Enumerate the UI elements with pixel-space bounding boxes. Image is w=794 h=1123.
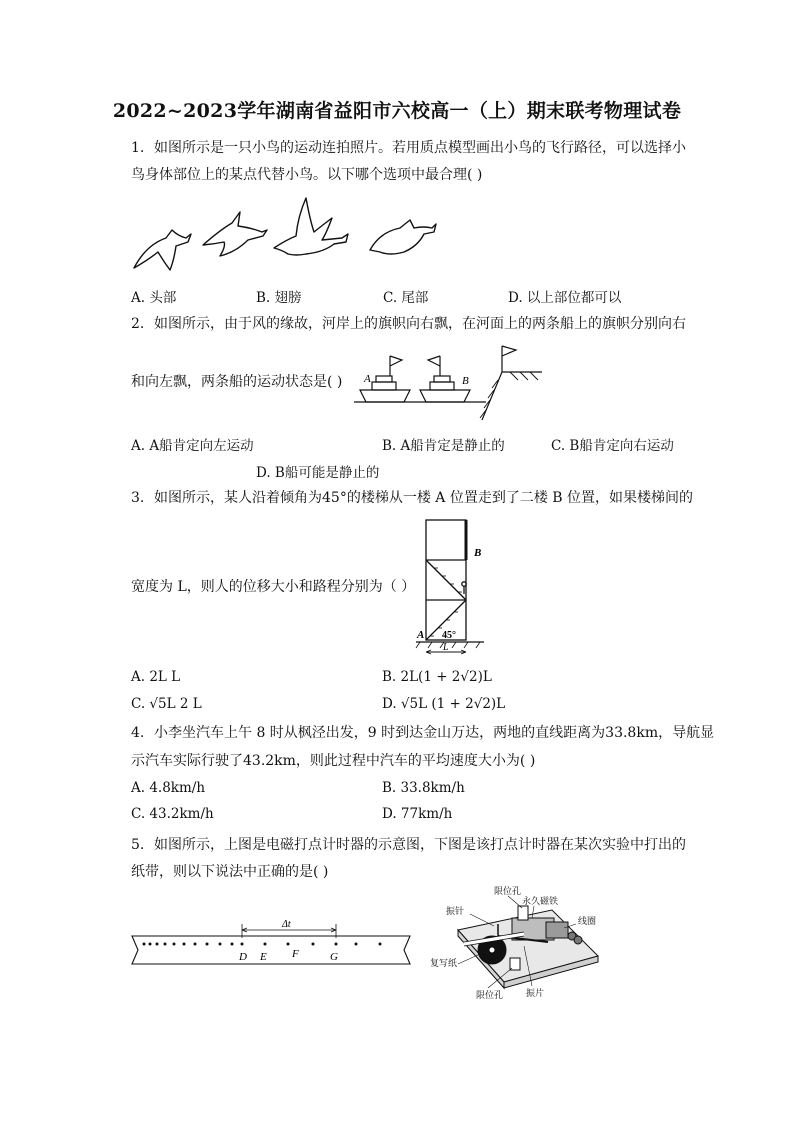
bank-flag [502, 346, 516, 356]
coil [546, 922, 568, 938]
label-coil: 线圈 [578, 916, 597, 926]
q3-text-line2: 宽度为 L，则人的位移大小和路程分别为（ ） [131, 579, 416, 595]
boat-a-hull [360, 390, 410, 402]
river-bank [482, 372, 542, 420]
label-carbon-paper: 复写纸 [430, 958, 458, 968]
point-b-label: B [474, 547, 482, 559]
q1-text-line1: 如图所示是一只小鸟的运动连拍照片。若用质点模型画出小鸟的飞行路径，可以选择小 [154, 140, 686, 156]
q1-bird-figure [128, 190, 448, 280]
paper-tape [132, 936, 410, 964]
label-vibrating-plate: 振片 [526, 988, 545, 998]
label-limit-hole-bottom: 限位孔 [476, 990, 504, 1000]
q4-option-b: B. 33.8km/h [382, 780, 465, 796]
point-f-label: F [292, 948, 299, 960]
q2-text-line2: 和向左飘，两条船的运动状态是( ) [131, 374, 343, 390]
q4-option-c: C. 43.2km/h [131, 806, 214, 822]
bird-sketch-2 [203, 212, 267, 256]
page-title: 2022~2023学年湖南省益阳市六校高一（上）期末联考物理试卷 [112, 100, 682, 122]
q3-number: 3. [131, 490, 145, 506]
q4-number: 4. [131, 725, 145, 741]
q4-option-d: D. 77km/h [382, 806, 453, 822]
boat-b-hull [420, 390, 470, 402]
q3-option-b: B. 2L(1 + 2√2)L [382, 669, 492, 685]
q2-text-line1: 如图所示，由于风的缘故，河岸上的旗帜向右飘，在河面上的两条船上的旗帜分别向右 [154, 316, 686, 332]
q2-option-c: C. B船肯定向右运动 [551, 438, 674, 454]
q3-option-c: C. √5L 2 L [131, 696, 202, 712]
boat-b-cabin [430, 382, 454, 390]
q5-text-line1: 如图所示，上图是电磁打点计时器的示意图，下图是该打点计时器在某次实验中打出的 [154, 837, 686, 853]
q3-option-d: D. √5L (1 + 2√2)L [382, 696, 506, 712]
q4-text-line1: 小李坐汽车上午 8 时从枫泾出发，9 时到达金山万达，两地的直线距离为33.8km，导航显 [154, 725, 715, 741]
q5-number: 5. [131, 837, 145, 853]
point-d-label: D [239, 951, 247, 963]
label-vibrating-needle: 振针 [446, 906, 465, 916]
q4-option-a: A. 4.8km/h [131, 780, 206, 796]
point-g-label: G [330, 951, 338, 963]
boat-a-label: A [364, 373, 371, 385]
tape-dots [143, 943, 382, 946]
bird-sketch-1 [134, 230, 191, 270]
stair-flight-2 [426, 560, 466, 600]
q5-timer-device-figure [428, 884, 604, 1002]
q1-number: 1. [131, 140, 145, 156]
q3-stairs-figure [412, 514, 492, 658]
q1-option-c: C. 尾部 [383, 290, 429, 306]
point-a-label: A [417, 629, 425, 641]
q3-option-a: A. 2L L [131, 669, 181, 685]
label-limit-hole-top: 限位孔 [494, 886, 522, 896]
q1-option-d: D. 以上部位都可以 [508, 290, 622, 306]
angle-label: 45° [442, 630, 456, 641]
label-permanent-magnet: 永久磁铁 [522, 896, 559, 906]
bird-sketch-3 [274, 198, 348, 255]
q2-option-a: A. A船肯定向左运动 [131, 438, 254, 454]
q1-text-line2: 鸟身体部位上的某点代替小鸟。以下哪个选项中最合理( ) [131, 167, 483, 183]
q2-boats-figure [352, 338, 552, 422]
delta-t-label: Δt [282, 919, 291, 930]
q2-option-d: D. B船可能是静止的 [256, 465, 380, 481]
boat-a-flag [390, 356, 402, 366]
q3-text-line1: 如图所示，某人沿着倾角为45°的楼梯从一楼 A 位置走到了二楼 B 位置，如果楼梯间的 [154, 490, 694, 506]
q2-option-b: B. A船肯定是静止的 [382, 438, 505, 454]
boat-b-flag [428, 356, 440, 366]
q1-option-a: A. 头部 [131, 290, 177, 306]
bird-sketch-4 [370, 220, 436, 254]
q2-number: 2. [131, 316, 145, 332]
boat-b-label: B [462, 375, 469, 387]
q5-paper-tape-figure [130, 914, 415, 966]
q5-text-line2: 纸带，则以下说法中正确的是( ) [131, 864, 329, 880]
q1-option-b: B. 翅膀 [256, 290, 302, 306]
width-label: L [443, 642, 449, 653]
q4-text-line2: 示汽车实际行驶了43.2km，则此过程中汽车的平均速度大小为( ) [131, 753, 536, 769]
boat-a-cabin [372, 382, 396, 390]
point-e-label: E [260, 951, 267, 963]
